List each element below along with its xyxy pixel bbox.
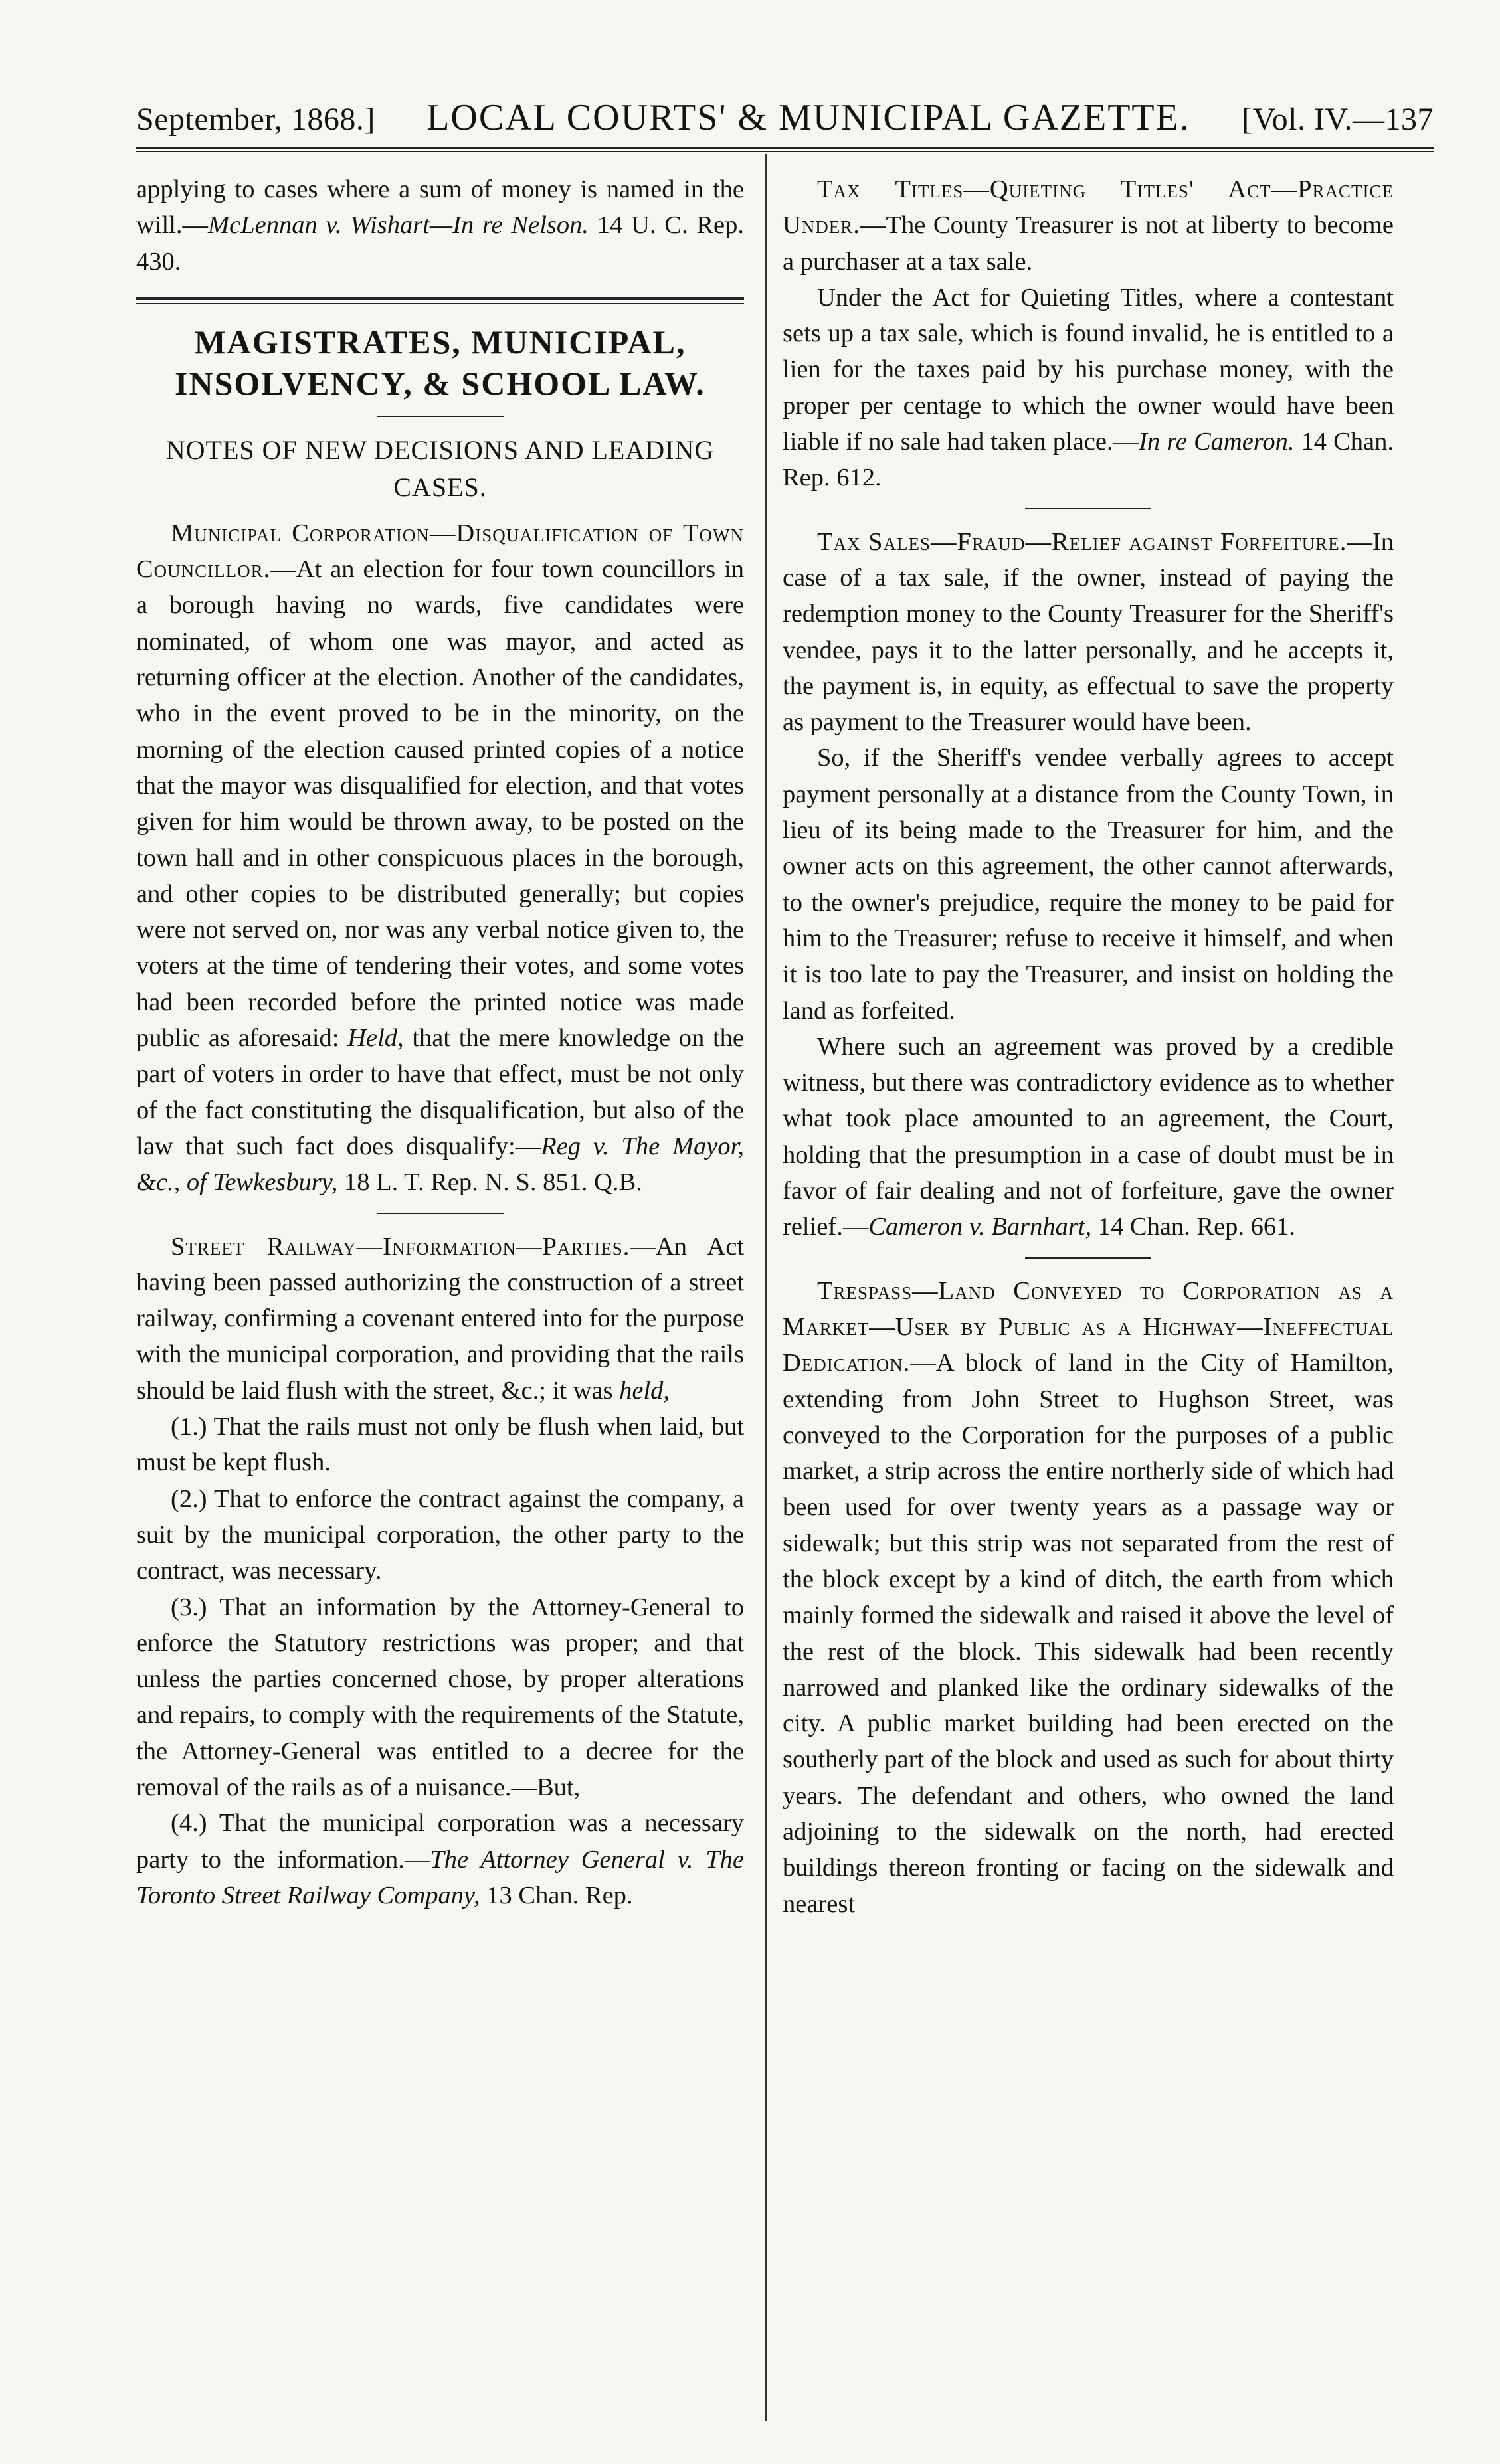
volume-page: [Vol. IV.—137 [1242, 102, 1434, 137]
holding-4-text: (4.) That the municipal corporation was a necessary party to the information.— [136, 1809, 744, 1874]
case-citation-italic: Cameron v. Barnhart, [868, 1213, 1092, 1241]
notes-title: NOTES OF NEW DECISIONS AND LEADING CASES. [165, 434, 715, 502]
case-body: —In case of a tax sale, if the owner, instead of paying the redemption money to the County Treasurer for the Sheriff's vendee, pays it to the latter personally, and he accepts it, the payment is, in equity, as effectual to save the property as payment to the Treasurer would have been. [783, 527, 1394, 737]
case-tax-sales-p3 [783, 1029, 1394, 1245]
case-body: —A block of land in the City of Hamilton, extending from John Street to Hughson Street, was conveyed to the Corporation for the purposes of a public market, a strip across the entire northerly side of which had been used for over twenty years as a passage way or sidewalk; but this strip was not separated from the rest of the block except by a kind of ditch, the earth from which mainly formed the sidewalk and raised it above the level of the rest of the block. This sidewalk had been recently narrowed and planked like the ordinary sidewalks of the city. A public market building had been erected on the southerly part of the block and used as such for about thirty years. The defendant and others, who owned the land adjoining to the sidewalk on the north, had erected buildings thereon fronting or facing on the sidewalk and nearest [783, 1349, 1394, 1918]
intro-paragraph [136, 171, 744, 280]
short-rule [1025, 508, 1151, 509]
section-title [136, 321, 744, 404]
short-rule [1025, 1257, 1151, 1259]
case-citation: 18 L. T. Rep. N. S. 851. Q.B. [337, 1168, 642, 1197]
holding-3: (3.) That an information by the Attorney-General to enforce the Statutory restrictions was proper; and that unless the parties concerned chose, by proper alterations and repairs, to comply with the requirements of the Statute, the Attorney-General was entitled to a decree for the removal of the rails as of a nuisance.—But, [136, 1593, 744, 1801]
case-heading: Municipal Corporation—Disqualification of Town Councillor. [136, 519, 744, 584]
header-rule [136, 147, 1434, 152]
publication-title: LOCAL COURTS' & MUNICIPAL GAZETTE. [426, 97, 1190, 138]
section-title-line-1: MAGISTRATES, MUNICIPAL, [194, 323, 686, 361]
left-column [136, 171, 744, 2424]
running-head [136, 96, 1434, 143]
case-heading: Street Railway—Information—Parties. [171, 1232, 630, 1261]
case-tax-titles-continued [783, 280, 1394, 496]
case-heading: Tax Titles—Quieting Titles' Act—Practice Under. [783, 175, 1394, 240]
case-municipal-corporation [136, 515, 744, 1201]
holding-4 [136, 1805, 744, 1913]
holding-2: (2.) That to enforce the contract against the company, a suit by the municipal corporation, the other party to the contract, was necessary. [136, 1484, 744, 1585]
right-column [783, 171, 1394, 2424]
intro-citation: 14 U. C. Rep. 430. [136, 211, 744, 276]
case-body: Where such an agreement was proved by a credible witness, but there was contradictory evidence as to whether what took place amounted to an agreement, the Court, holding that the presumption in a case of doubt must be in favor of fair dealing and not of forfeiture, gave the owner relief.— [783, 1032, 1394, 1241]
section-rule [136, 297, 744, 304]
case-citation-italic: Reg v. The Mayor, &c., of Tewkesbury, [136, 1132, 744, 1197]
case-citation: 14 Chan. Rep. 661. [1091, 1213, 1296, 1241]
case-tax-sales-p2: So, if the Sheriff's vendee verbally agrees to accept payment personally at a distance from the County Town, in lieu of its being made to the Treasurer for him, and the owner acts on this agreement, the other cannot afterwards, to the owner's prejudice, require the money to be paid for him to the Treasurer; refuse to receive it himself, and when it is too late to pay the Treasurer, and insist on holding the land as forfeited. [783, 744, 1394, 1025]
case-body: —An Act having been passed authorizing the construction of a street railway, confirming a covenant entered into for the purpose with the municipal corporation, and providing that the rails should be laid flush with the street, &c.; it was [136, 1232, 744, 1405]
case-tax-titles [783, 171, 1394, 280]
case-body-continued: that the mere knowledge on the part of voters in order to have that effect, must be not only of the fact constituting the disqualification, but also of the law that such fact does disqualify:— [136, 1024, 744, 1160]
holding-1: (1.) That the rails must not only be flush when laid, but must be kept flush. [136, 1413, 744, 1477]
case-street-railway [136, 1229, 744, 1409]
case-tax-sales [783, 524, 1394, 741]
held-italic: Held, [347, 1024, 404, 1053]
case-body: Under the Act for Quieting Titles, where a contestant sets up a tax sale, which is found invalid, he is entitled to a lien for the taxes paid by his purchase money, with the proper per centage to which the owner would have been liable if no sale had taken place.— [783, 283, 1394, 456]
held-italic: held, [619, 1376, 670, 1405]
case-heading: Trespass—Land Conveyed to Corporation as a Market—User by Public as a Highway—Ineffectual Dedication. [783, 1276, 1394, 1377]
case-citation: 13 Chan. Rep. [480, 1881, 633, 1909]
short-rule [377, 1213, 504, 1214]
intro-text: applying to cases where a sum of money is named in the will.— [136, 175, 744, 240]
issue-date: September, 1868.] [136, 102, 375, 137]
section-title-line-2: INSOLVENCY, & SCHOOL LAW. [175, 364, 705, 402]
case-citation-italic: In re Cameron. [1139, 428, 1295, 456]
case-trespass [783, 1273, 1394, 1922]
case-body: —At an election for four town councillors in a borough having no wards, five candidates were nominated, of whom one was mayor, and acted as returning officer at the election. Another of the candidates, who in the event proved to be in the minority, on the morning of the election caused printed copies of a notice that the mayor was disqualified for election, and that votes given for him would be thrown away, to be posted on the town hall and in other conspicuous places in the borough, and other copies to be distributed generally; but copies were not served on, nor was any verbal notice given to, the voters at the time of tendering their votes, and some votes had been recorded before the printed notice was made public as aforesaid: [136, 555, 744, 1053]
case-citation: 14 Chan. Rep. 612. [783, 428, 1394, 492]
column-divider [765, 154, 767, 2421]
intro-citation-italic: McLennan v. Wishart—In re Nelson. [208, 211, 589, 240]
case-heading: Tax Sales—Fraud—Relief against Forfeiture. [817, 527, 1347, 556]
short-rule [377, 416, 504, 417]
case-body: —The County Treasurer is not at liberty to become a purchaser at a tax sale. [783, 211, 1394, 276]
case-citation-italic: The Attorney General v. The Toronto Street Railway Company, [136, 1845, 744, 1909]
